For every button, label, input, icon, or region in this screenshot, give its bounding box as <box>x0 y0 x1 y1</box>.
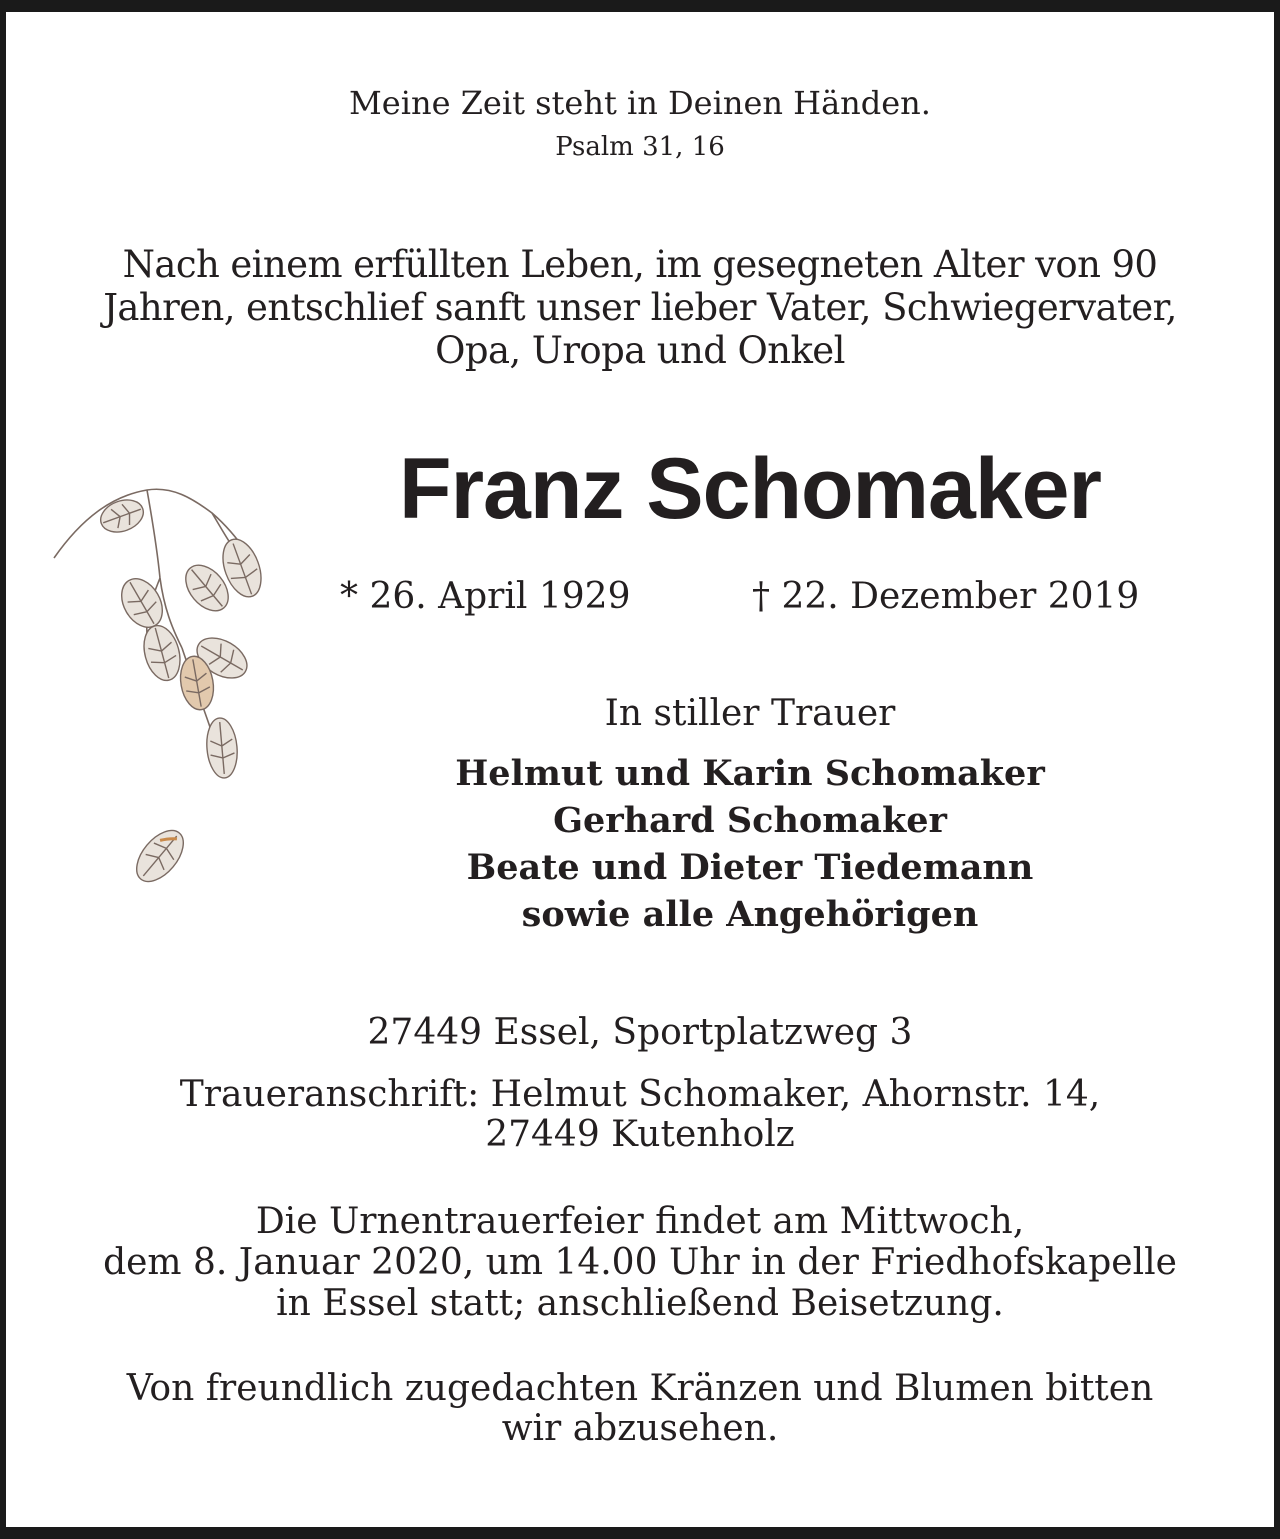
intro-line: Nach einem erfüllten Leben, im gesegneten Alter von 90 <box>122 243 1158 286</box>
deceased-name: Franz Schomaker <box>399 441 1101 537</box>
intro-text <box>0 243 1280 372</box>
mourning-address-line: 27449 Kutenholz <box>485 1114 795 1155</box>
mourners-list <box>400 750 1100 938</box>
ceremony-info <box>0 1201 1280 1324</box>
leaf <box>138 622 185 685</box>
ceremony-line: Die Urnentrauerfeier findet am Mittwoch, <box>255 1201 1025 1242</box>
leaf <box>204 717 239 779</box>
birth-date: * 26. April 1929 <box>340 576 631 617</box>
mourner-line: Helmut und Karin Schomaker <box>455 753 1045 794</box>
birch-branch-leaves-icon <box>52 478 272 908</box>
mourner-line: sowie alle Angehörigen <box>521 894 979 935</box>
intro-line: Jahren, entschlief sanft unser lieber Vater, Schwiegervater, <box>103 286 1177 329</box>
ceremony-line: in Essel statt; anschließend Beisetzung. <box>276 1283 1004 1324</box>
leaf <box>128 822 193 890</box>
residence-address: 27449 Essel, Sportplatzweg 3 <box>367 1012 913 1053</box>
mourning-label: In stiller Trauer <box>604 693 896 734</box>
flowers-line: wir abzusehen. <box>501 1408 779 1449</box>
mourning-address <box>0 1075 1280 1155</box>
leaf <box>113 571 170 634</box>
psalm-reference: Psalm 31, 16 <box>555 132 725 162</box>
mourner-line: Beate und Dieter Tiedemann <box>466 847 1034 888</box>
mourner-line: Gerhard Schomaker <box>553 800 947 841</box>
motto: Meine Zeit steht in Deinen Händen. <box>349 84 931 122</box>
death-date: † 22. Dezember 2019 <box>752 576 1140 617</box>
ceremony-line: dem 8. Januar 2020, um 14.00 Uhr in der Friedhofskapelle <box>103 1242 1177 1283</box>
intro-line: Opa, Uropa und Onkel <box>435 329 845 372</box>
flowers-request <box>0 1369 1280 1449</box>
leaf <box>96 494 148 537</box>
flowers-line: Von freundlich zugedachten Kränzen und Blumen bitten <box>126 1368 1154 1409</box>
mourning-address-line: Traueranschrift: Helmut Schomaker, Ahornstr. 14, <box>179 1074 1101 1115</box>
